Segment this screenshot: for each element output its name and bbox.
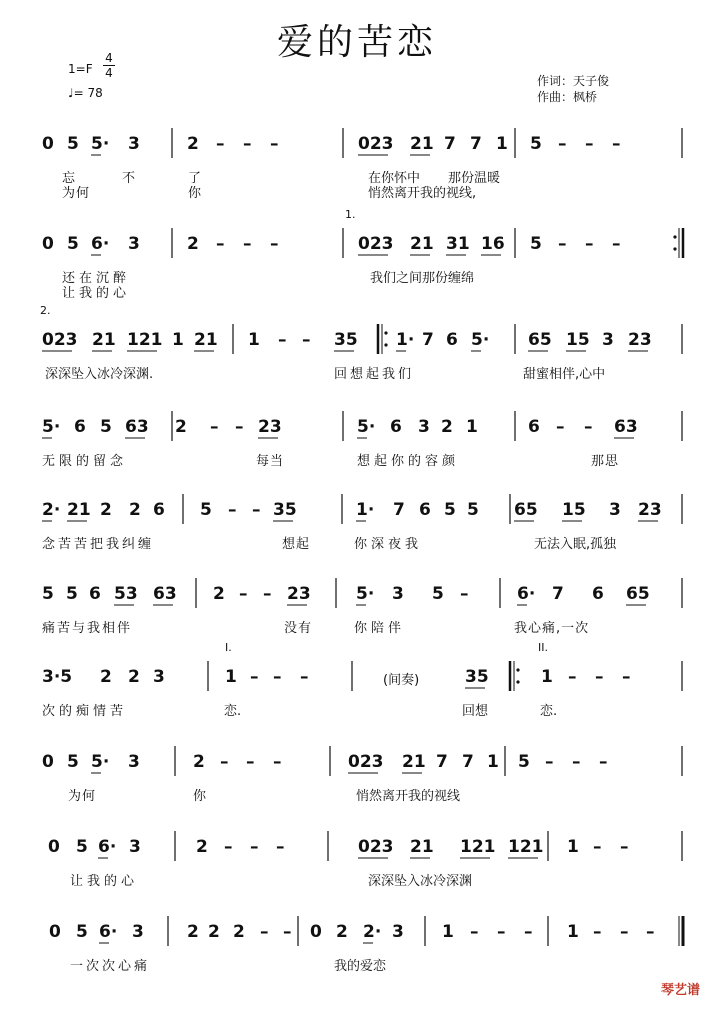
note: 1 xyxy=(496,134,508,154)
note: 5· xyxy=(471,330,490,350)
note: 0 xyxy=(42,234,54,254)
note: 6 xyxy=(419,500,431,520)
lyric-line-2: 悄然离开我的视线, xyxy=(368,186,477,201)
note: – xyxy=(270,234,279,254)
note: – xyxy=(545,752,554,772)
lyric-line-1: 每当 xyxy=(256,454,285,469)
note: – xyxy=(620,922,629,942)
note: 6· xyxy=(99,922,118,942)
note: – xyxy=(273,667,282,687)
note: 35 xyxy=(334,330,358,350)
note: 1· xyxy=(396,330,415,350)
note: – xyxy=(220,752,229,772)
note: 1 xyxy=(567,837,579,857)
note: 1 xyxy=(567,922,579,942)
note: 5 xyxy=(444,500,456,520)
note: 2 xyxy=(208,922,220,942)
key-signature: 1=F xyxy=(68,62,93,76)
note: – xyxy=(300,667,309,687)
lyric-line-1: 你陪伴 xyxy=(354,621,406,636)
watermark-logo: 琴艺谱 xyxy=(660,983,700,998)
note: 2 xyxy=(187,234,199,254)
note: 21 xyxy=(410,837,434,857)
note: 7 xyxy=(462,752,474,772)
lyric-line-1: 一次次心痛 xyxy=(70,959,151,974)
note: 3 xyxy=(609,500,621,520)
note: 5· xyxy=(91,134,110,154)
note: 023 xyxy=(42,330,78,350)
lyric-line-1: 次的痴情苦 xyxy=(42,704,128,719)
note: 0 xyxy=(310,922,322,942)
note: – xyxy=(460,584,469,604)
note: 35 xyxy=(465,667,489,687)
note: 15 xyxy=(566,330,590,350)
note: 023 xyxy=(358,837,394,857)
note: – xyxy=(263,584,272,604)
note: 7 xyxy=(552,584,564,604)
lyric-line-1: 为何 xyxy=(68,789,97,804)
note: – xyxy=(270,134,279,154)
note: 6 xyxy=(390,417,402,437)
note: – xyxy=(646,922,655,942)
note: – xyxy=(593,922,602,942)
lyric-line-1: 忘 xyxy=(62,171,77,186)
lyric-line-2: 你 xyxy=(188,186,203,201)
note: 2 xyxy=(175,417,187,437)
note: – xyxy=(250,667,259,687)
note: – xyxy=(599,752,608,772)
lyric-line-1: 没有 xyxy=(284,621,313,636)
note: 65 xyxy=(528,330,552,350)
note: 1 xyxy=(541,667,553,687)
lyric-line-1: 还在沉醉 xyxy=(62,271,131,286)
note: – xyxy=(595,667,604,687)
note: 2· xyxy=(363,922,382,942)
note: 5 xyxy=(100,417,112,437)
note: 63 xyxy=(125,417,149,437)
note: 2 xyxy=(196,837,208,857)
lyric-line-2: 为何 xyxy=(62,186,91,201)
note: 5 xyxy=(518,752,530,772)
note: – xyxy=(216,234,225,254)
interlude-mark: (间奏) xyxy=(383,673,420,688)
note: 3 xyxy=(129,837,141,857)
note: – xyxy=(620,837,629,857)
lyric-line-1: 了 xyxy=(188,171,203,186)
lyric-line-1: 那份温暖 xyxy=(448,171,501,186)
note: 5 xyxy=(67,752,79,772)
note: 6 xyxy=(592,584,604,604)
lyric-line-1: 无限的留念 xyxy=(42,454,128,469)
note: 23 xyxy=(628,330,652,350)
note: 21 xyxy=(67,500,91,520)
note: 2 xyxy=(100,667,112,687)
lyric-line-1: 念苦苦把我纠缠 xyxy=(42,537,155,552)
note: 1 xyxy=(487,752,499,772)
note: 35 xyxy=(273,500,297,520)
note: 15 xyxy=(562,500,586,520)
note: 7 xyxy=(444,134,456,154)
note: 5 xyxy=(200,500,212,520)
note: 65 xyxy=(514,500,538,520)
lyric-line-1: 深深坠入冰冷深渊. xyxy=(45,367,154,382)
note: – xyxy=(243,134,252,154)
lyric-line-1: 想起你的容颜 xyxy=(357,454,460,469)
note: 53 xyxy=(114,584,138,604)
note: 6 xyxy=(153,500,165,520)
note: 3 xyxy=(128,752,140,772)
note: – xyxy=(497,922,506,942)
score-row xyxy=(0,910,714,990)
note: 63 xyxy=(614,417,638,437)
song-title: 爱的苦恋 xyxy=(276,22,437,63)
note: 1 xyxy=(172,330,184,350)
note: 6 xyxy=(446,330,458,350)
note: – xyxy=(302,330,311,350)
lyric-line-1: 甜蜜相伴,心中 xyxy=(523,367,606,382)
note: 21 xyxy=(402,752,426,772)
note: 121 xyxy=(508,837,544,857)
note: 7 xyxy=(393,500,405,520)
note: 6· xyxy=(98,837,117,857)
note: – xyxy=(585,134,594,154)
note: 3 xyxy=(132,922,144,942)
score-row xyxy=(0,641,714,735)
note: – xyxy=(250,837,259,857)
note: – xyxy=(622,667,631,687)
note: 2 xyxy=(193,752,205,772)
note: – xyxy=(273,752,282,772)
note: 1 xyxy=(466,417,478,437)
note: – xyxy=(239,584,248,604)
note: – xyxy=(556,417,565,437)
lyric-line-1: 恋. xyxy=(540,704,558,719)
note: – xyxy=(246,752,255,772)
note: 7 xyxy=(422,330,434,350)
note: – xyxy=(612,134,621,154)
note: 3·5 xyxy=(42,667,73,687)
score-row xyxy=(0,405,714,485)
note: 6 xyxy=(89,584,101,604)
lyric-line-1: 悄然离开我的视线 xyxy=(356,789,461,804)
lyric-line-1: 那思 xyxy=(591,454,620,469)
note: 5 xyxy=(530,134,542,154)
lyric-line-1: 恋. xyxy=(224,704,242,719)
note: 23 xyxy=(287,584,311,604)
note: 5 xyxy=(432,584,444,604)
note: 1 xyxy=(248,330,260,350)
note: – xyxy=(224,837,233,857)
note: 6 xyxy=(74,417,86,437)
note: – xyxy=(260,922,269,942)
lyric-line-1: 在你怀中 xyxy=(368,171,421,186)
note: – xyxy=(228,500,237,520)
note: 2· xyxy=(42,500,61,520)
note: – xyxy=(612,234,621,254)
note: 0 xyxy=(42,752,54,772)
tempo-marking: ♩= 78 xyxy=(68,86,103,100)
note: 7 xyxy=(436,752,448,772)
note: 1 xyxy=(442,922,454,942)
note: 2 xyxy=(336,922,348,942)
note: 23 xyxy=(638,500,662,520)
note: – xyxy=(593,837,602,857)
note: 0 xyxy=(49,922,61,942)
note: 5· xyxy=(42,417,61,437)
lyric-line-1: 我心痛,一次 xyxy=(514,621,590,636)
lyricist-credit: 作词：天子俊 xyxy=(537,74,610,88)
note: 0 xyxy=(42,134,54,154)
note: 5 xyxy=(76,837,88,857)
note: 5· xyxy=(91,752,110,772)
score-row xyxy=(0,122,714,202)
note: 6· xyxy=(517,584,536,604)
note: 2 xyxy=(100,500,112,520)
note: 16 xyxy=(481,234,505,254)
note: 3 xyxy=(128,134,140,154)
score-row xyxy=(0,825,714,905)
note: – xyxy=(558,234,567,254)
note: 3 xyxy=(392,922,404,942)
note: 5 xyxy=(67,134,79,154)
composer-credit: 作曲：枫桥 xyxy=(537,90,598,104)
note: 121 xyxy=(127,330,163,350)
note: 5 xyxy=(42,584,54,604)
note: 2 xyxy=(233,922,245,942)
note: 5· xyxy=(356,584,375,604)
lyric-line-1: 痛苦与我相伴 xyxy=(42,621,133,636)
note: 21 xyxy=(410,134,434,154)
note: 31 xyxy=(446,234,470,254)
note: 2 xyxy=(187,134,199,154)
note: 1 xyxy=(225,667,237,687)
note: – xyxy=(568,667,577,687)
note: – xyxy=(276,837,285,857)
note: – xyxy=(283,922,292,942)
note: 6 xyxy=(528,417,540,437)
volta-label: II. xyxy=(538,641,548,654)
note: – xyxy=(585,234,594,254)
note: 3 xyxy=(418,417,430,437)
note: 6· xyxy=(91,234,110,254)
note: 023 xyxy=(348,752,384,772)
note: 63 xyxy=(153,584,177,604)
note: 3 xyxy=(128,234,140,254)
lyric-line-1: 你深夜我 xyxy=(354,537,423,552)
note: 3 xyxy=(602,330,614,350)
note: 21 xyxy=(92,330,116,350)
lyric-line-1: 想起 xyxy=(282,537,311,552)
note: 5 xyxy=(530,234,542,254)
note: 2 xyxy=(441,417,453,437)
note: – xyxy=(216,134,225,154)
note: 5· xyxy=(357,417,376,437)
time-signature: 4 4 xyxy=(103,52,115,79)
lyric-line-1: 不 xyxy=(122,171,137,186)
note: 7 xyxy=(470,134,482,154)
note: – xyxy=(243,234,252,254)
note: 2 xyxy=(187,922,199,942)
note: 1· xyxy=(356,500,375,520)
note: 3 xyxy=(392,584,404,604)
note: – xyxy=(252,500,261,520)
note: 023 xyxy=(358,134,394,154)
note: 21 xyxy=(410,234,434,254)
note: – xyxy=(558,134,567,154)
score-row xyxy=(0,572,714,652)
lyric-line-1: 回想 xyxy=(462,704,489,719)
note: 121 xyxy=(460,837,496,857)
note: – xyxy=(572,752,581,772)
note: 5 xyxy=(66,584,78,604)
note: 023 xyxy=(358,234,394,254)
volta-label: I. xyxy=(225,641,232,654)
note: 2 xyxy=(213,584,225,604)
note: 23 xyxy=(258,417,282,437)
score-row xyxy=(0,208,714,302)
score-row xyxy=(0,304,714,398)
volta-label: 1. xyxy=(345,208,356,221)
lyric-line-1: 你 xyxy=(193,789,207,804)
note: 2 xyxy=(129,500,141,520)
lyric-line-2: 让我的心 xyxy=(62,286,131,301)
lyric-line-1: 让我的心 xyxy=(70,874,139,889)
lyric-line-1: 无法入眠,孤独 xyxy=(534,537,617,552)
note: – xyxy=(235,417,244,437)
lyric-line-1: 我们之间那份缠绵 xyxy=(370,271,475,286)
note: – xyxy=(210,417,219,437)
lyric-line-1: 我的爱恋 xyxy=(334,959,387,974)
note: – xyxy=(524,922,533,942)
lyric-line-1: 深深坠入冰冷深渊 xyxy=(368,874,473,889)
note: 3 xyxy=(153,667,165,687)
note: 0 xyxy=(48,837,60,857)
volta-label: 2. xyxy=(40,304,51,317)
note: – xyxy=(470,922,479,942)
note: 5 xyxy=(67,234,79,254)
note: 5 xyxy=(76,922,88,942)
note: 65 xyxy=(626,584,650,604)
score-row xyxy=(0,740,714,820)
note: 21 xyxy=(194,330,218,350)
note: – xyxy=(584,417,593,437)
score-row xyxy=(0,488,714,568)
note: 5 xyxy=(467,500,479,520)
lyric-line-1: 回想起我们 xyxy=(334,367,415,382)
note: – xyxy=(278,330,287,350)
note: 2 xyxy=(128,667,140,687)
